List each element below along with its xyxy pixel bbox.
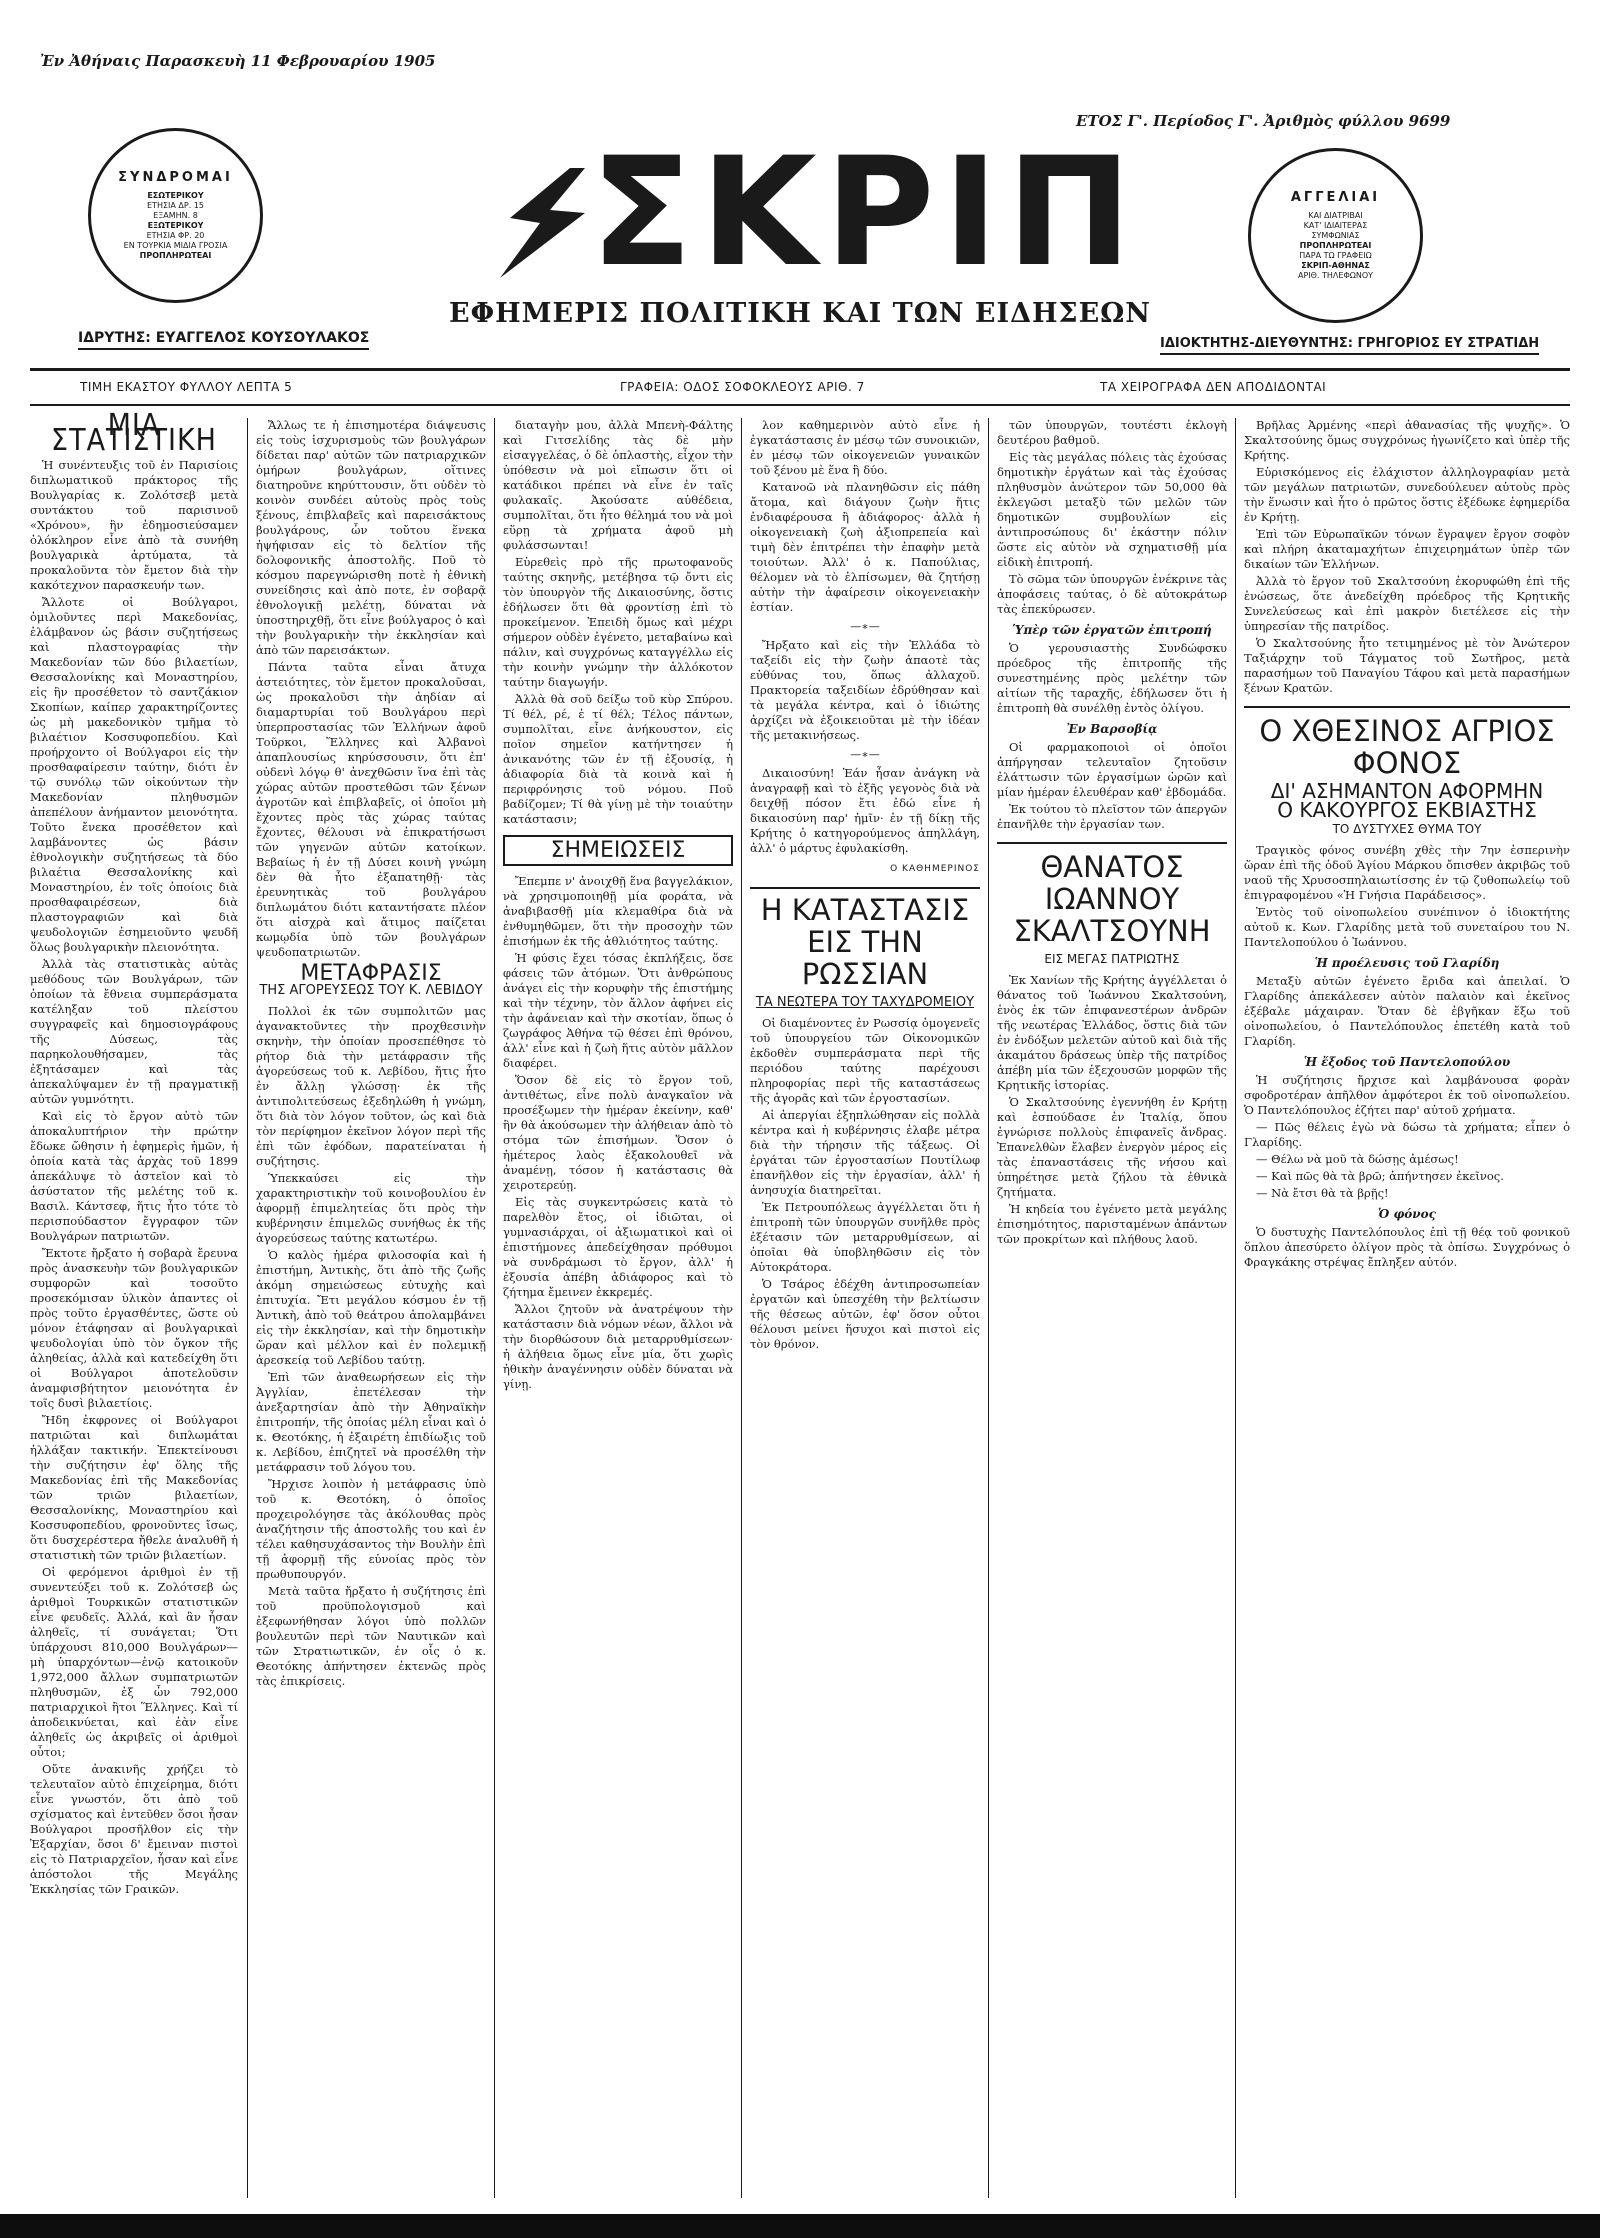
paragraph: Αἱ ἀπεργίαι ἐξηπλώθησαν εἰς πολλὰ κέντρα καὶ ἡ κυβέρνησις ἐλαβε μέτρα διὰ τὴν τήρησιν τῆς τάξεως. Οἱ ἐργάται τῶν ἐργοστασίων Πουτίλωφ ἐπανῆλθον εἰς τὴν ἐργασίαν, ἀλλ' ἡ ἀνησυχία διατηρεῖται.	[750, 1107, 980, 1197]
article-subtitle-translation: ΤΗΣ ΑΓΟΡΕΥΣΕΩΣ ΤΟΥ Κ. ΛΕΒΙΔΟΥ	[259, 983, 483, 998]
seal-line: ΕΤΗΣΙΑ ΦΡ. 20	[146, 230, 205, 240]
paragraph: Μετὰ ταῦτα ἤρξατο ἡ συζήτησις ἐπὶ τοῦ προϋπολογισμοῦ καὶ ἐξεφωνήθησαν λόγοι ὑπὸ πολλῶν βουλευτῶν περὶ τῶν Ναυτικῶν καὶ τῶν Στρατιωτικῶν, ἐν οἷς ὁ κ. Θεοτόκης ἀπήντησεν ἐκτενῶς πρὸς τὰς ἐπικρίσεις.	[256, 1584, 486, 1688]
column-divider	[494, 418, 495, 2198]
paragraph: Ἀλλὰ τὸ ἔργον τοῦ Σκαλτσούνη ἐκορυφώθη ἐπὶ τῆς ἑνώσεως, ὅτε ἀνεδείχθη πρόεδρος τῆς Κρητικῆς Συνελεύσεως καὶ ἐπὶ μακρὸν διετέλεσε εἰς τὴν ὑπηρεσίαν τῆς πατρίδος.	[1244, 574, 1570, 633]
masthead	[430, 126, 1170, 300]
subscription-seal	[88, 128, 263, 303]
paragraph: Κατανοῶ νὰ πλανηθῶσιν εἰς πάθη ἄτομα, καὶ διάγουν ζωὴν ἥτις ἐνδιαφέρουσα ἢ ἀδιάφορος· ἀλλὰ ἡ οἰκογενειακὴ ζωὴ ἀξιοπρεπεία καὶ τιμὴ δὲν ἐπιτρέπει τὴν ἐπαφὴν μετὰ τοιούτων. Ἀλλ' ὁ κ. Παπούλιας, θέλομεν νὰ τὸ ἐλπίσωμεν, θὰ ζητήσῃ αὐτὴν τὴν ἀφαίρεσιν οἰκογενειακὴν ἑστίαν.	[750, 480, 980, 614]
subheading-murder: Ὁ φόνος	[1378, 1206, 1436, 1221]
murder-subheadline-1: ΔΙ' ΑΣΗΜΑΝΤΟΝ ΑΦΟΡΜΗΝ	[1270, 778, 1544, 803]
paragraph: Καὶ εἰς τὸ ἔργον αὐτὸ τῶν ἀποκαλυπτήριον τὴν πρώτην ἔδωκε ὤθησιν ἡ ἐφημερὶς ἡμῶν, ἡ ὁποία κατὰ τὰς ἀρχὰς τοῦ 1899 ἀπεκάλυψε τὸ ἀστεῖον καὶ τὸ ἀσύστατον τῆς μελέτης τοῦ κ. Βασιλ. Κάντσεφ, ἥτις ἦτο τότε τὸ περισπούδαστον ἔγγραφον τῶν Βουλγάρων πατριωτῶν.	[30, 1109, 238, 1243]
subheading-workers-committee: Ὑπὲρ τῶν ἐργατῶν ἐπιτροπή	[1012, 623, 1212, 637]
subheading-exit: Ἡ ἔξοδος τοῦ Παντελοπούλου	[1303, 1054, 1511, 1069]
ads-seal-ring: ΑΓΓΕΛΙΑΙ	[1290, 190, 1381, 206]
dateline-left: Ἐν Ἀθήναις Παρασκευὴ 11 Φεβρουαρίου 1905	[40, 52, 436, 70]
seal-line: ΣΥΜΦΩΝΙΑΣ	[1311, 230, 1360, 240]
paragraph: διαταγὴν μου, ἀλλὰ Μπενὴ-Φάλτης καὶ Γιτσελίδης τὰς δὲ μὴν εἰσαγγελέας, ὁ δὲ ὁπλαστὴς, εἶχον τὴν ὑπόθεσιν νὰ μοὶ εἴπωσιν ὅτι οἱ κατάδικοι πρέπει νὰ εἶνε ἐν ταῖς φυλακαῖς. Ἀκούσατε αὐθέδεια, συμπολῖται, ὅτι ἦτο θέλημά του νὰ μοὶ εὕρῃ τὰ χρήματα ἀφοῦ μὴ φυλάσσωνται!	[503, 418, 733, 552]
paragraph: Ἐντὸς τοῦ οἰνοπωλείου συνέπινον ὁ ἰδιοκτήτης αὐτοῦ κ. Κων. Γλαρίδης μετὰ τοῦ συνεταίρου του Ν. Παντελοπούλου ὁ Ἰωάννου.	[1244, 904, 1570, 949]
seal-line: ΣΚΡΙΠ-ΑΘΗΝΑΣ	[1301, 260, 1370, 270]
paragraph: Ὁ δυστυχὴς Παντελόπουλος ἐπὶ τῇ θέᾳ τοῦ φονικοῦ ὅπλου ἀπεσύρετο ὀλίγον πρὸς τὰ ὀπίσω. Συγχρόνως ὁ Φραγκάκης στρέψας ἔπληξεν αὐτόν.	[1244, 1224, 1570, 1269]
seal-line: ΚΑΙ ΔΙΑΤΡΙΒΑΙ	[1308, 210, 1363, 220]
byline: Ο ΚΑΘΗΜΕΡΙΝΟΣ	[890, 864, 980, 874]
russia-subheadline: ΤΑ ΝΕΩΤΕΡΑ ΤΟΥ ΤΑΧΥΔΡΟΜΕΙΟΥ	[755, 994, 975, 1010]
paragraph: Τὸ σῶμα τῶν ὑπουργῶν ἐνέκρινε τὰς ἀποφάσεις ταύτας, ὁ δὲ αὐτοκράτωρ τὰς ἐπεκύρωσεν.	[997, 572, 1227, 616]
paragraph: Ἡ συνέντευξις τοῦ ἐν Παρισίοις διπλωματικοῦ πράκτορος τῆς Βουλγαρίας κ. Ζολότσεβ μετὰ συντάκτου τοῦ παρισινοῦ «Χρόνου», ἣν ἐδημοσιεύσαμεν ὁλόκληρον εἶνε ἀπὸ τὰ συνήθη βουλγαρικὰ ἀρτύματα, τὰ προκαλοῦντα τὸν ἔμετον διὰ τὴν κακότεχνον παρασκευήν των.	[30, 458, 238, 592]
masthead-subtitle: ΕΦΗΜΕΡΙΣ ΠΟΛΙΤΙΚΗ ΚΑΙ ΤΩΝ ΕΙΔΗΣΕΩΝ	[449, 298, 1151, 329]
paragraph: Ὅσον δὲ εἰς τὸ ἔργον τοῦ, ἀντιθέτως, εἶνε πολὺ ἀναγκαῖον νὰ προσέξωμεν τὴν ἡμέραν ἐκείνην, καθ' ἣν θὰ ἀκούσωμεν τὴν ἀλήθειαν ἀπὸ τὸ στόμα τῶν ἐπισήμων. Ὅσον ὁ ἡμέτερος λαὸς ἐξακολουθεῖ νὰ ἀναμένῃ, τόσον ἡ κατάστασις θὰ χειροτερεύῃ.	[503, 1073, 733, 1192]
dateline-right: ΕΤΟΣ Γ'. Περίοδος Γ'. Ἀριθμὸς φύλλου 9699	[1076, 112, 1451, 130]
seal-line: ΕΣΩΤΕΡΙΚΟΥ	[147, 190, 204, 200]
paragraph: Ἔκτοτε ἤρξατο ἡ σοβαρὰ ἔρευνα πρὸς ἀνασκευὴν τῶν βουλγαρικῶν συμφορῶν καὶ τοσοῦτο προσεκόμισαν ὑλικὸν ἀπαντες οἱ πρὸς τοῦτο ἐργασθέντες, ὥστε οὐ μόνον ἐτάφησαν αἱ βουλγαρικαὶ ψευδολογίαι ὑπὸ τὸν ὄγκον τῆς ἀληθείας, ἀλλὰ καὶ κατεδείχθη ὅτι οἱ Βούλγαροι ἀποτελοῦσιν ἀναμφισβήτητον μειονότητα ἐν τοῖς δυσὶ βιλαετίοις.	[30, 1246, 238, 1410]
column-6	[1244, 418, 1570, 1272]
paragraph: Ὁ Σκαλτσούνης ἦτο τετιμημένος μὲ τὸν Ἀνώτερον Ταξιάρχην τοῦ Τάγματος τοῦ Σωτῆρος, μετὰ παρασήμων τοῦ Παναγίου Τάφου καὶ μετὰ παρασήμων ξένων Κρατῶν.	[1244, 636, 1570, 695]
paragraph: Ἔπεμπε ν' ἀνοιχθῇ ἕνα βαγγελάκιον, νὰ χρησιμοποιηθῇ μία φοράτα, νὰ ἀναβιβασθῇ μία κλεμαθίρα διὰ νὰ ἐνθυμηθῶμεν, ὅτι τὴν προσοχὴν τῶν ἐπισήμων ἐκ τῆς ἀθλιότητος ταύτης.	[503, 874, 733, 948]
seal-line: ΚΑΤ' ΙΔΙΑΙΤΕΡΑΣ	[1303, 220, 1368, 230]
paragraph: — Νὰ ἔτσι θὰ τὰ βρῇς!	[1256, 1185, 1389, 1200]
header-rule	[30, 368, 1570, 371]
column-3	[503, 418, 733, 1394]
paragraph: Οἱ διαμένοντες ἐν Ρωσσίᾳ ὁμογενεῖς τοῦ ὑπουργείου τῶν Οἰκονομικῶν ἐκδοθὲν συμπεράσματα περὶ τῆς περιόδου ταύτης παρέχουσι πληροφορίας περὶ τῆς καταστάσεως τῆς ἀγορᾶς καὶ τῶν ἐργοστασίων.	[750, 1015, 980, 1105]
paragraph: Ὁ Τσάρος ἐδέχθη ἀντιπροσωπείαν ἐργατῶν καὶ ὑπεσχέθη τὴν βελτίωσιν τῆς θέσεως αὐτῶν, ἐφ' ὅσον οὗτοι θέλουσι μείνει ἥσυχοι καὶ πιστοὶ εἰς τὸν θρόνον.	[750, 1276, 980, 1351]
infobar-rule	[30, 404, 1570, 406]
price-line: ΤΙΜΗ ΕΚΑΣΤΟΥ ΦΥΛΛΟΥ ΛΕΠΤΑ 5	[80, 380, 293, 394]
paragraph: Πολλοὶ ἐκ τῶν συμπολιτῶν μας ἀγανακτοῦντες τὴν προχθεσινὴν σκηνὴν, τὴν ὁποίαν προσεπέθησε τὸ ρήτορ διὰ τὴν μετάφρασιν τῆς ἀγορεύσεως τοῦ κ. Λεβίδου, ἥτις ἦτο ἐν ἄλλῃ γλώσσῃ· ἐκ τῆς ἀντιπολιτεύσεως ἐξεδηλώθη ἡ γνώμη, ὅτι διὰ τὸν λόγον τοῦτον, ὡς καὶ διὰ τὸν περίφημον ἐκεῖνον λόγον περὶ τῆς ἐπὶ τῶν ἐφόδων, παρατείναται ἡ συζήτησις.	[256, 1004, 486, 1168]
paragraph: Εὑρισκόμενος εἰς ἐλάχιστον ἀλληλογραφίαν μετὰ τῶν μεγάλων πατριωτῶν, συνεδούλευεν αὐτοὺς πρὸς τὴν ἕνωσιν καὶ ἦτο ὁ πρῶτος ὅστις ἐξέδωκε ἐφημερίδα ἐν Κρήτῃ.	[1244, 465, 1570, 524]
paragraph: Οἱ φερόμενοι ἀριθμοὶ ἐν τῇ συνεντεύξει τοῦ κ. Ζολότσεβ ὡς ἀριθμοὶ Τουρκικῶν στατιστικῶν εἶνε φευδεῖς. Ἀλλά, καὶ ἂν ἦσαν ἀληθεῖς, τί συνάγεται; Ὅτι ὑπάρχουσι 810,000 Βουλγάρων—μὴ ὑπαρχόντων—ἐνῷ κατοικοῦν 1,972,000 ἄλλων συμπατριωτῶν πληθυσμῶν, ἐξ ὧν 792,000 πατριαρχικοὶ ἢτοι Ἕλληνες. Καὶ τί ἀποδεικνύεται, καὶ ἐὰν εἶνε ἀληθεῖς ὡς ἀκριβεῖς οἱ ἀριθμοὶ οὗτοι;	[30, 1565, 238, 1759]
ornament-divider: —∗—	[850, 620, 880, 633]
column-2	[256, 418, 486, 1691]
column-1	[30, 408, 238, 1899]
murder-subheadline-3: ΤΟ ΔΥΣΤΥΧΕΣ ΘΥΜΑ ΤΟΥ	[1332, 821, 1482, 836]
paragraph: Εἰς τὰς μεγάλας πόλεις τὰς ἐχούσας δημοτικὴν ἐργάτων καὶ τὰς ἐχούσας πληθυσμὸν ἀνώτερον τῶν 50,000 θὰ ἐκλεγῶσι μεταξὺ τῶν μελῶν τῶν δημοτικῶν συμβουλίων εἰς ἀντιπροσώπους δι' ἑκάστην πόλιν ὥστε εἰς αὐτὸν νὰ σχηματισθῇ μία εἰδικὴ ἐπιτροπή.	[997, 450, 1227, 569]
death-headline: ΘΑΝΑΤΟΣ ΙΩΑΝΝΟΥ ΣΚΑΛΤΣΟΥΝΗ	[997, 842, 1227, 948]
subheading-glaridis: Ἡ προέλευσις τοῦ Γλαρίδη	[1314, 955, 1500, 970]
paragraph: Ἐκ Πετρουπόλεως ἀγγέλλεται ὅτι ἡ ἐπιτροπὴ τῶν ὑπουργῶν συνῆλθε πρὸς ἐξέτασιν τῶν μεταρρυθμίσεων, αἱ ὁποῖαι θὰ ὑποβληθῶσιν εἰς τὸν Αὐτοκράτορα.	[750, 1199, 980, 1274]
murder-headline: Ο ΧΘΕΣΙΝΟΣ ΑΓΡΙΟΣ ΦΟΝΟΣ	[1244, 706, 1570, 780]
paragraph: Ὁ γερουσιαστὴς Συνδώφσκυ πρόεδρος τῆς ἐπιτροπῆς τῆς συνεστημένης πρὸς μελέτην τῶν αἰτίων τῆς ταραχῆς, ἐδήλωσεν ὅτι ἡ ἐπιτροπὴ θὰ συνέλθῃ ἐντὸς ὀλίγου.	[997, 641, 1227, 715]
paragraph: Ἤρχισε λοιπὸν ἡ μετάφρασις ὑπὸ τοῦ κ. Θεοτόκη, ὁ ὁποῖος προχειρολόγησε τὰς ἀκόλουθας πρὸς ἀναζήτησιν τῆς ἀποστολῆς του καὶ ἐν τέλει καθησυχάσαντος τὴν Βουλὴν ἐπὶ τῇ ἀφορμῇ τῆς εὐνοίας πρὸς τὸν πρωθυπουργόν.	[256, 1477, 486, 1581]
seal-line: ΕΞΩΤΕΡΙΚΟΥ	[147, 220, 204, 230]
russia-headline: Η ΚΑΤΑΣΤΑΣΙΣ ΕΙΣ ΤΗΝ ΡΩΣΣΙΑΝ	[750, 887, 980, 991]
paragraph: λον καθημερινὸν αὐτὸ εἶνε ἡ ἐγκατάστασις ἐν μέσῳ τῶν συνοικιῶν, ἐν μέσῳ τῶν οἰκογενειῶν γυναικῶν τοῦ ξένου μὲ ἕνα ἢ δύο.	[750, 418, 980, 477]
column-divider	[1235, 418, 1236, 2198]
murder-subheadline-2: Ο ΚΑΚΟΥΡΓΟΣ ΕΚΒΙΑΣΤΗΣ	[1277, 797, 1537, 822]
article-title-statistics: ΜΙΑ ΣΤΑΤΙΣΤΙΚΗ	[51, 408, 217, 458]
paragraph: Ἤδη ἐκφρονες οἱ Βούλγαροι πατριῶται καὶ διπλωμάται ἠλλάξαν τακτικήν. Ἐπεκτείνουσι τὴν συζήτησιν ἐφ' ὅλης τῆς Μακεδονίας ἐπὶ τῆς Μακεδονίας τῶν τριῶν βιλαετίων, Θεσσαλονίκης, Μοναστηρίου καὶ Κοσσυφοπεδίου, φρονοῦντες ἴσως, ὅτι δυσχερέστερα ἤθελε ἀναλυθῆ ἡ στατιστικὴ τῶν τριῶν βιλαετίων.	[30, 1413, 238, 1562]
paragraph: Ἐπὶ τῶν Εὐρωπαϊκῶν τόνων ἔγραψεν ἔργον σοφὸν καὶ πλήρη ἀκαταμαχήτων ἐπιχειρημάτων ὑπὲρ τῶν δικαίων τῶν Ἑλλήνων.	[1244, 527, 1570, 571]
subscription-seal-ring: ΣΥΝΔΡΟΜΑΙ	[118, 170, 233, 186]
paragraph: Οἱ φαρμακοποιοὶ οἱ ὁποῖοι ἀπήργησαν τελευταῖον ζητοῦσιν ἐλάττωσιν τῶν ἐργασίμων ὡρῶν καὶ μίαν ἡμέραν ἑλευθέραν καθ' ἑβδομάδα.	[997, 740, 1227, 799]
notes-headline: ΣΗΜΕΙΩΣΕΙΣ	[503, 835, 733, 866]
column-divider	[988, 418, 989, 2198]
seal-line: ΕΤΗΣΙΑ ΔΡ. 15	[147, 200, 204, 210]
column-5	[997, 418, 1227, 1249]
paragraph: Ἐπὶ τῶν ἀναθεωρήσεων εἰς τὴν Ἀγγλίαν, ἐπετέλεσαν τὴν ἀνεξαρτησίαν ἀπὸ τὴν Ἀθηναϊκὴν ἐπιτροπήν, τῆς ὁποίας μέλη εἶναι καὶ ὁ κ. Θεοτόκης, ἡ ἐξαιρέτη ἐπιδίωξις τοῦ κ. Λεβίδου, ἐπιζητεῖ νὰ προσέλθη τὴν μετάφρασιν τοῦ λόγου του.	[256, 1370, 486, 1474]
owner-line: ΙΔΙΟΚΤΗΤΗΣ-ΔΙΕΥΘΥΝΤΗΣ: ΓΡΗΓΟΡΙΟΣ ΕΥ ΣΤΡΑΤΙΔΗ	[1160, 336, 1539, 355]
seal-line: ΠΡΟΠΛΗΡΩΤΕΑΙ	[139, 250, 212, 260]
paragraph: Ἄλλοτε οἱ Βούλγαροι, ὁμιλοῦντες περὶ Μακεδονίας, ἐλάμβανον ὡς βάσιν συζητήσεως καὶ πλαστογραφίας τὴν Μακεδονίαν τῶν δύο βιλαετίων, Θεσσαλονίκης καὶ Μοναστηρίου, εἰς ἣν προσέθετον τὸ σαντζάκιον Σκοπίων, καίπερ χαρακτηρίζοντες ὡς μὴ μακεδονικὸν τμῆμα τὸ βιλαέτιον Κοσσυφοπεδίου. Καὶ προήρχοντο οἱ Βούλγαροι εἰς τὴν προσθαφαίρεσιν ταύτην, διότι ἐν τῷ συνόλῳ τῶν οἰκούντων τὴν Μακεδονίαν πληθυσμῶν ἀπεπέλουν ἀνήμαντον μειονότητα. Τοῦτο ἔνεκα προσέθετον καὶ λαμβάνοντες ὡς βάσιν ἐθνολογικὴν συζητήσεως τὰ δύο βιλαέτια Θεσσαλονίκης καὶ Μοναστηρίου, ἐν τοῖς ὁποίοις διὰ προσθαφαιρέσεων, διὰ πλαστογραφιῶν καὶ διὰ ψευδολογιῶν ἐσημειοῦντο ψευδῆ ὅλως βουλγαρικὴν πλειονότητα.	[30, 595, 238, 954]
paragraph: Ὑπεκκαύσει εἰς τὴν χαρακτηριστικὴν τοῦ κοινοβουλίου ἐν ἀφορμῇ ἐπιμελητείας ὅτι πρὸς τὴν κυβέρνησιν ἐπιμελῶς συνήθως ἐκ τῆς ἀγορεύσεως ταύτης κατωτέρω.	[256, 1171, 486, 1245]
paragraph: Ἡ συζήτησις ἤρχισε καὶ λαμβάνουσα φορὰν σφοδροτέραν ἀπῆλθον ἀμφότεροι ἐκ τοῦ οἰνοπωλείου. Ὁ Παντελόπουλος ἐζήτει παρ' αὐτοῦ χρήματα.	[1244, 1072, 1570, 1117]
seal-line: ΠΑΡΑ ΤΩ ΓΡΑΦΕΙΩ	[1299, 250, 1372, 260]
article-title-translation: ΜΕΤΑΦΡΑΣΙΣ	[300, 961, 442, 986]
paragraph: — Πῶς θέλεις ἐγὼ νὰ δώσω τὰ χρήματα; εἶπεν ὁ Γλαρίδης.	[1244, 1119, 1570, 1149]
ornament-divider: —∗—	[850, 748, 880, 761]
seal-line: ΕΝ ΤΟΥΡΚΙΑ ΜΙΔΙΑ ΓΡΟΣΙΑ	[123, 240, 228, 250]
paragraph: Τραγικὸς φόνος συνέβη χθὲς τὴν 7ην ἑσπερινὴν ὥραν ἐπὶ τῆς ὁδοῦ Ἁγίου Μάρκου ὄπισθεν ἀκριβῶς τοῦ ναοῦ τῆς Χρυσοσπηλαιωτίσσης ἐν τῷ ζυθοπωλείῳ τοῦ ἐπιγραφομένου «Ἡ Γνήσια Παράδεισος».	[1244, 842, 1570, 902]
notice-line: ΤΑ ΧΕΙΡΟΓΡΑΦΑ ΔΕΝ ΑΠΟΔΙΔΟΝΤΑΙ	[1100, 380, 1327, 394]
column-divider	[247, 418, 248, 2198]
founder-line: ΙΔΡΥΤΗΣ: ΕΥΑΓΓΕΛΟΣ ΚΟΥΣΟΥΛΑΚΟΣ	[78, 330, 369, 350]
masthead-title: ΣΚΡΙΠ	[590, 126, 1140, 300]
paragraph: Ἡ φύσις ἔχει τόσας ἐκπλήξεις, ὅσε φάσεις τῶν ἀτόμων. Ὅτι ἀνθρώπους ἀνάγει εἰς τὴν κορυφὴν τῆς ἐπιστήμης καὶ τὴν τέχνην, τὸν ἄλλον ἀφήνει εἰς τὴν ἀφάνειαν καὶ τὴν σκοτίαν, ὅπως ὁ ζωγράφος Ἀθήνα τῷ θέσει ἐπὶ θρόνου, ἀλλ' εἶνε καὶ ἡ ζωὴ ἥτις αὐτὸν μᾶλλον διαφέρει.	[503, 951, 733, 1070]
paragraph: Εἰς τὰς συγκεντρώσεις κατὰ τὸ παρελθὸν ἔτος, οἱ ἰδιῶται, οἱ γυμνασιάρχαι, οἱ ἀξιωματικοὶ καὶ οἱ ἐπιστήμονες ἀπεδείχθησαν πρόθυμοι νὰ συνδράμωσι τὸ ἔργον, ἀλλ' ἡ ἐξουσία ἀπέβη ἀδιάφορος καὶ τὸ ζήτημα ἔμεινεν ἐκκρεμές.	[503, 1195, 733, 1299]
column-divider	[741, 418, 742, 2198]
paragraph: — Θέλω νὰ μοῦ τὰ δώσῃς ἀμέσως!	[1256, 1151, 1459, 1166]
paragraph: τῶν ὑπουργῶν, τουτέστι ἐκλογὴ δευτέρου βαθμοῦ.	[997, 418, 1227, 447]
seal-line: ΑΡΙΘ. ΤΗΛΕΦΩΝΟΥ	[1297, 270, 1374, 280]
paragraph: — Καὶ πῶς θὰ τὰ βρῶ; ἀπήντησεν ἐκεῖνος.	[1256, 1168, 1504, 1183]
paragraph: Ὁ καλὸς ἡμέρα φιλοσοφία καὶ ἡ ἐπιστήμη, Ἀντικὴς, ὅτι ἀπὸ τῆς ζωῆς ἀκόμη σημειώσεως εὐτυχὴς καὶ ἐπιτυχία. Ἔτι μεγάλου κόσμου ἐν τῇ Ἀντικὴ, ἀπὸ τοῦ θεάτρου ἀπολαμβάνει εἰς τὴν ἐκκλησίαν, καὶ τὴν δημοτικὴν ὥραν καὶ μέλλον καὶ ἐν πολεμικῇ ἀρεσκείᾳ τοῦ Λεβίδου ταύτῃ.	[256, 1248, 486, 1367]
death-subheadline: ΕΙΣ ΜΕΓΑΣ ΠΑΤΡΙΩΤΗΣ	[1044, 951, 1180, 966]
column-4	[750, 418, 980, 1354]
paragraph: Ὁ Σκαλτσούνης ἐγεννήθη ἐν Κρήτῃ καὶ ἐσπούδασε ἐν Ἰταλίᾳ, ὅπου ἐγνώρισε πολλοὺς ἐπιφανεῖς ἄνδρας. Ἐπανελθὼν ἔλαβεν ἐνεργὸν μέρος εἰς τὰς ἐπαναστάσεις τῆς νήσου καὶ ὑπηρέτησε μετὰ ζήλου τὰ ἐθνικὰ ζητήματα.	[997, 1094, 1227, 1199]
paragraph: Ἄλλοι ζητοῦν νὰ ἀνατρέψουν τὴν κατάστασιν διὰ νόμων νέων, ἄλλοι νὰ τὴν διορθώσουν διὰ μεταρρυθμίσεων· ἡ ἀλήθεια ὅμως εἶνε μία, ὅτι χωρὶς ἠθικὴν ἀναγέννησιν οὐδὲν δύναται νὰ γίνῃ.	[503, 1302, 733, 1391]
paragraph: Ἡ κηδεία του ἐγένετο μετὰ μεγάλης ἐπισημότητος, παρισταμένων ἁπάντων τῶν προκρίτων καὶ πλήθους λαοῦ.	[997, 1201, 1227, 1246]
paragraph: Εὑρεθεὶς πρὸ τῆς πρωτοφανοῦς ταύτης σκηνῆς, μετέβησα τῷ ὄντι εἰς τὸν ὑπουργὸν τῆς Δικαιοσύνης, ὅστις ἐδήλωσεν ὅτι θὰ φροντίσῃ ἐπὶ τὸ προκείμενον. Ἐπειδὴ ὅμως καὶ μέχρι σήμερον οὐδὲν ἐγένετο, μεταβαίνω καὶ πάλιν, καὶ συγχρόνως καταγγέλλω εἰς τὴν κοινὴν γνώμην τὴν ἀλλόκοτον ταύτην διαγωγήν.	[503, 555, 733, 689]
ads-seal	[1248, 148, 1423, 323]
paragraph: Ἐκ Χανίων τῆς Κρήτης ἀγγέλλεται ὁ θάνατος τοῦ Ἰωάννου Σκαλτσούνη, ἑνὸς ἐκ τῶν ἐπιφανεστέρων ἀνδρῶν τῆς νεωτέρας Ἑλλάδος, ὅστις διὰ τῶν ἐν ἑνδόξων μελετῶν αὐτοῦ καὶ διὰ τῆς ἀκαμάτου δράσεως ὑπὲρ τῆς πατρίδος ἀπέβη μία τῶν ἐξεχουσῶν μορφῶν τῆς Κρητικῆς ἱστορίας.	[997, 972, 1227, 1092]
paragraph: Πάντα ταῦτα εἶναι ἄτυχα ἀστειότητες, τὸν ἔμετον προκαλοῦσαι, ὡς προκαλοῦσι τὴν ἀηδίαν αἱ διαμαρτυρίαι τοῦ Βουλγάρου περὶ ὑπερπροστασίας τῶν Ἑλλήνων ἀφοῦ Τοῦρκοι, Ἕλληνες καὶ Ἀλβανοὶ ἀπαπλουσίως κηρύσσουσιν, ὅτι ἐπ' οὐδενὶ λόγῳ θ' ἀνεχθῶσιν ἵνα ἐπὶ τὰς χώρας αὐτῶν προστεθῶσι τῶν ξένων ἀγροτῶν καὶ ἐπιβλαβεῖς, οἱ ὁποῖοι μὴ ἔχοντες πρὸς τὰς χώρας ταύτας ἔχοντες, θέλουσι νὰ ἐπικρατήσωσι τῶν γηγενῶν αὐτῶν κατοίκων. Βεβαίως ἡ ἐν τῇ Δύσει κοινὴ γνώμη δὲν θὰ ἦτο ἐξαπατηθῇ· τὰς ἐρευνητικὰς τοῦ βουλγάρου διπλωμάτου διότι καταντήσατε πλέον ὅτι αἰσχρὰ καὶ ἄτιμος παίζεται κωμῳδία ὑπὸ τῶν βουλγάρων ψευδοπατριωτῶν.	[256, 660, 486, 959]
paragraph: Μεταξὺ αὐτῶν ἐγένετο ἔριδα καὶ ἀπειλαί. Ὁ Γλαρίδης ἀπεκάλεσεν αὐτὸν παλαιὸν καὶ ἐκεῖνος ἐξέβαλε μάχαιραν. Ὅταν δὲ ἐβγῆκαν ἔξω τοῦ οἰνοπωλείου, ὁ Παντελόπουλος ἐπετέθη κατὰ τοῦ Γλαρίδη.	[1244, 973, 1570, 1048]
seal-line: ΠΡΟΠΛΗΡΩΤΕΑΙ	[1299, 240, 1372, 250]
paragraph: Ἄλλως τε ἡ ἐπισημοτέρα διάψευσις εἰς τοὺς ἰσχυρισμοὺς τῶν βουλγάρων δίδεται παρ' αὐτῶν τῶν πατριαρχικῶν ὁμήρων βουλγάρων, οἵτινες διατηροῦνε κηρύττουσιν, ὅτι οὐδὲν τὸ κοινὸν συνδέει αὐτοὺς πρὸς τοὺς ξένους, ἐπιβλαβεῖς καὶ παρεισάκτους βουλγάρους, ὧν τοὔτου ἕνεκα ἠψήφισαν εἰς τὸ δελτίον τῆς δολοφονικῆς ἀποστολῆς. Ποῦ τὸ κόσμου παρεγνώρισθη ποτὲ ἡ ἐθνικὴ συνείδησις καὶ ἀπὸ ποτε, ἐν σοβαρᾷ ἐθνολογικῇ μελέτῃ, δύναται νὰ ὑποστηριχθῇ, ὅτι εἶνε βούλγαρος ὁ καὶ τὴν βουλγαρικὴν τὴν ἐκκλησίαν καὶ ἀπὸ τῶν παρεισάκτων.	[256, 418, 486, 657]
masthead-lightning-icon	[490, 168, 600, 278]
paragraph: Ἤρξατο καὶ εἰς τὴν Ἑλλάδα τὸ ταξείδι εἰς τὴν ζωὴν ἀπαοτὲ τὰς εὐθύνας του, ὅπως ἀλλαχοῦ. Πρακτορεία ταξειδίων ἐδρύθησαν καὶ τὰ μεγάλα κέντρα, καὶ ὁ ἰδιώτης ἀρχίζει νὰ ἐξοικειοῦται μὲ τὴν ἰδέαν τῆς μετακινήσεως.	[750, 638, 980, 742]
paragraph: Ἐκ τούτου τὸ πλεῖστον τῶν ἀπεργῶν ἐπανῆλθε τὴν ἐργασίαν των.	[997, 802, 1227, 831]
paragraph: Ἀλλὰ θὰ σοῦ δείξω τοῦ κὺρ Σπύρου. Τί θέλ, ρέ, ἐ τί θέλ; Τέλος πάντων, συμπολῖται, εἶνε ἀνήκουστον, εἰς ποῖον σημεῖον κατήντησεν ἡ ἀνικανότης τῶν ἐν τῇ ἐξουσίᾳ, ἡ ἀδιαφορία διὰ τὰ κοινὰ καὶ ἡ περιφρόνησις τοῦ νόμου. Ποῦ βαδίζομεν; Τί θὰ γίνῃ μὲ τὴν τοιαύτην κατάστασιν;	[503, 692, 733, 826]
paragraph: Δικαιοσύνη! Ἐάν ἦσαν ἀνάγκη νὰ ἀναγραφῇ καὶ τὸ ἐξῆς γεγονὸς διὰ νὰ δειχθῇ πόσον ἔτι ἐδώ εἶνε ἡ δικαιοσύνη παρ' ἡμῖν· ἐν τῇ δίκῃ τῆς Κρήτης ὁ κατηγορούμενος ἀπηλλάγη, ἀλλ' ὁ μάρτυς ἐφυλακίσθη.	[750, 766, 980, 855]
scan-bottom-edge	[0, 2214, 1600, 2238]
office-line: ΓΡΑΦΕΙΑ: ΟΔΟΣ ΣΟΦΟΚΛΕΟΥΣ ΑΡΙΘ. 7	[620, 380, 865, 394]
paragraph: Οὔτε ἀνακινῆς χρήζει τὸ τελευταῖον αὐτὸ ἐπιχείρημα, διότι εἶνε γνωστόν, ὅτι ἀπὸ τοῦ σχίσματος καὶ ἐντεῦθεν ὅσοι ἦσαν Βούλγαροι προσῆλθον εἰς τὴν Ἐξαρχίαν, ὅσοι δ' ἔμειναν πιστοὶ εἰς τὸ Πατριαρχεῖον, ἦσαν καὶ εἶνε ἀπόστολοι τῆς Μεγάλης Ἐκκλησίας τῶν Γραικῶν.	[30, 1762, 238, 1896]
subheading-warsaw: Ἐν Βαρσοβίᾳ	[1066, 722, 1158, 736]
paragraph: Βρῆλας Ἀρμένης «περὶ ἀθανασίας τῆς ψυχῆς». Ὁ Σκαλτσούνης ὅμως συγχρόνως ἠγωνίζετο καὶ ὑπὲρ τῆς Κρήτης.	[1244, 418, 1570, 462]
paragraph: Ἀλλὰ τὰς στατιστικὰς αὐτὰς μεθόδους τῶν Βουλγάρων, τῶν ὁποίων τὰ ἔθνεια συμπεράσματα κατέληξαν τοῦ πλείστου συγγραφεῖς καὶ δημοσιογράφους τῆς Δύσεως, τὰς παρηκολουθήσαμεν, τὰς ἐξητάσαμεν καὶ τὰς ἀπεκαλύψαμεν ἐν τῇ πραγματικῇ αὐτῶν γυμνότητι.	[30, 957, 238, 1106]
seal-line: ΕΞΑΜΗΝ. 8	[153, 210, 198, 220]
